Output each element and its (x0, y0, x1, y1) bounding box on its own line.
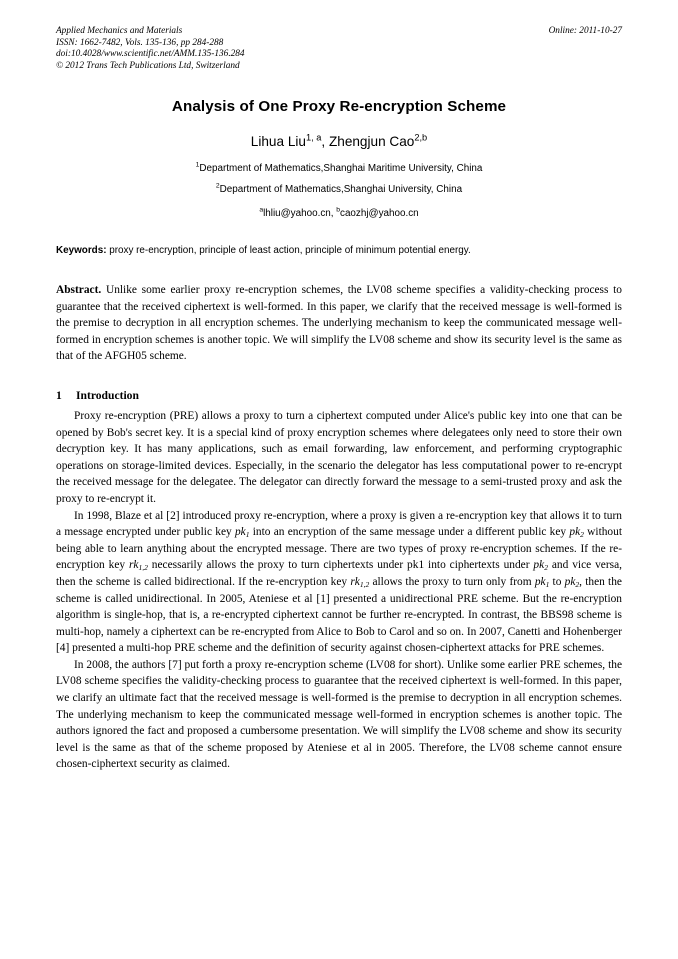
author-2-sup: 2,b (414, 132, 428, 143)
author-name-2: Zhengjun Cao (328, 134, 415, 149)
author-list (56, 134, 622, 149)
email-a[interactable]: lhliu@yahoo.cn, (263, 208, 337, 219)
copyright-line: © 2012 Trans Tech Publications Ltd, Switzerland (56, 60, 240, 71)
p2-math-pk2-second: $pk_2$ (533, 559, 548, 573)
affiliation-2 (56, 183, 622, 197)
online-date: Online: 2011-10-27 (548, 26, 622, 36)
p2-seg-g: to (549, 575, 565, 588)
affiliation-1-sup: 1 (195, 161, 200, 169)
p2-seg-c: without being able to learn anything about the encrypted message. There are two types of proxy re-encryption schemes. If the re-encryption key (56, 526, 622, 572)
header-right-block (549, 26, 622, 38)
email-b[interactable]: caozhj@yahoo.cn (340, 208, 419, 219)
p2-math-pk1-second: $pk_1$ (534, 575, 550, 589)
p2-math-rk12-first: $rk_{1,2}$ (128, 559, 148, 573)
affiliation-1 (56, 162, 622, 176)
email-b-sup: b (336, 206, 340, 214)
author-1-sup: 1, a (305, 132, 322, 143)
abstract-text: Unlike some earlier proxy re-encryption schemes, the LV08 scheme specifies a validity-checking process to guarantee that the received ciphertext is well-formed. In this paper, we clarify that the received message is well-formed is the premise to decryption in all encryption schemes. The underlying mechanism to keep the communicated message well-formed in encryption schemes is another topic. We will simplify the LV08 scheme and show its security level is the same as that of the AFGH05 scheme. (56, 284, 622, 363)
page-title: Analysis of One Proxy Re-encryption Scheme (171, 98, 507, 115)
section-number: 1 (56, 388, 62, 402)
journal-name: Applied Mechanics and Materials (56, 26, 183, 36)
p2-seg-a: In 1998, Blaze et al [2] introduced proxy re-encryption, where a proxy is given a re-encryption key that allows it to turn a message encrypted under public key (56, 509, 622, 539)
p2-math-pk1: $pk_1$ (234, 526, 250, 539)
p2-math-pk2-third: $pk_2$ (564, 575, 580, 589)
abstract-block (56, 282, 622, 365)
author-separator: , (321, 134, 329, 149)
doi-line: doi:10.4028/www.scientific.net/AMM.135-136.284 (56, 49, 245, 60)
section-heading-introduction (56, 389, 622, 402)
keywords-block (56, 244, 622, 258)
keywords-text: proxy re-encryption, principle of least action, principle of minimum potential energy. (106, 245, 471, 256)
p2-seg-e: and vice versa, then the scheme is called bidirectional. If the re-encryption key (56, 559, 622, 588)
affiliation-2-sup: 2 (215, 182, 220, 190)
section-title: Introduction (76, 388, 139, 402)
author-emails (56, 208, 622, 219)
affiliation-2-text: Department of Mathematics,Shanghai University, China (219, 184, 463, 195)
email-a-sup: a (259, 206, 264, 214)
header-left-block (56, 26, 245, 72)
page-header (56, 26, 622, 78)
p2-seg-f: allows the proxy to turn only from (369, 575, 535, 588)
paragraph-1: Proxy re-encryption (PRE) allows a proxy to turn a ciphertext computed under Alice's public key into one that can be opened by Bob's secret key. It is a special kind of proxy encryption schemes where delegatees only need to store their own decryption key. It has many applications, such as email forwarding, law enforcement, and performing cryptographic operations on storage-limited devices. Especially, in the scenario the delegator has less computational power to re-encrypt the received message for the delegatee. The delegator can directly forward the message to a semi-trusted proxy and ask the proxy to re-encrypt it. (56, 409, 622, 505)
p2-seg-h: , then the scheme is called unidirectional. In 2005, Ateniese et al [1] presented a unidirectional PRE scheme. But the re-encryption algorithm is single-hop, that is, a re-encrypted ciphertext cannot be further re-encrypted. In contrast, the BBS98 scheme is multi-hop, namely a ciphertext can be re-encrypted from Alice to Bob to Carol and so on. In 2007, Canetti and Hohenberger [4] presented a multi-hop PRE scheme and the definition of security against chosen-ciphertext attacks for PRE schemes. (56, 575, 622, 655)
keywords-label: Keywords: (56, 245, 107, 256)
affiliation-1-text: Department of Mathematics,Shanghai Maritime University, China (199, 163, 483, 174)
p2-math-pk2: $pk_2$ (569, 526, 584, 539)
paragraph-3: In 2008, the authors [7] put forth a proxy re-encryption scheme (LV08 for short). Unlike some earlier PRE schemes, the LV08 scheme specifies the validity-checking process to guarantee that the received ciphertext is well-formed. In this paper, we clarify an ultimate fact that the received message is well-formed is the premise to decryption in all encryption schemes. The underlying mechanism to keep the communicated message well-formed in encryption schemes is another topic. The authors ignored the fact and proposed a cumbersome presentation. We will simplify the LV08 scheme and show its security level is the same as that of the scheme proposed by Ateniese et al in 2005. Therefore, the LV08 scheme cannot ensure chosen-ciphertext security as claimed. (56, 658, 622, 771)
p2-math-rk12-second: $rk_{1,2}$ (350, 575, 370, 589)
p2-seg-b: into an encryption of the same message under a different public key (249, 526, 570, 539)
p2-seg-d: necessarily allows the proxy to turn ciphertexts under pk1 into ciphertexts under (147, 559, 534, 572)
author-name-1: Lihua Liu (250, 134, 306, 149)
issn-line: ISSN: 1662-7482, Vols. 135-136, pp 284-288 (56, 37, 224, 48)
paragraph-2 (56, 508, 622, 657)
abstract-label: Abstract. (56, 284, 102, 296)
